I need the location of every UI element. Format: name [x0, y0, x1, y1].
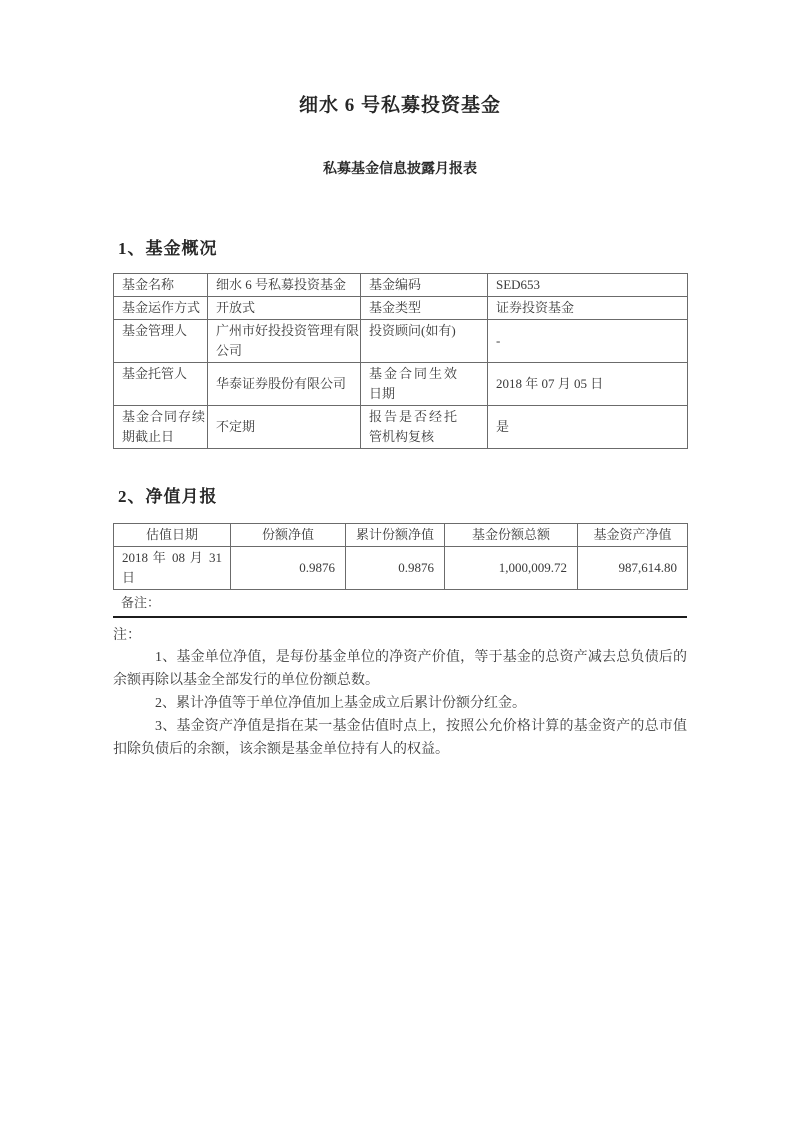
nav-monthly-table [113, 523, 688, 590]
label-cell: 投资顾问(如有) [361, 320, 488, 363]
nav-table-header-row [114, 524, 688, 547]
total-shares-cell: 1,000,009.72 [445, 547, 578, 590]
value-cell: 细水 6 号私募投资基金 [208, 274, 361, 297]
notes-label: 注： [113, 628, 141, 643]
overview-row-custodian [114, 363, 688, 406]
label-cell: 基金编码 [361, 274, 488, 297]
column-header: 估值日期 [114, 524, 231, 547]
section-1-heading: 1、基金概况 [118, 239, 218, 258]
value-cell: SED653 [488, 274, 688, 297]
value-cell: 广州市好投投资管理有限公司 [208, 320, 361, 363]
document-subtitle: 私募基金信息披露月报表 [323, 162, 477, 177]
value-cell: 是 [488, 406, 688, 449]
note-item-1: 1、基金单位净值，是每份基金单位的净资产价值，等于基金的总资产减去总负债后的余额再除以基金全部发行的单位份额总数。 [113, 650, 687, 688]
note-item-3: 3、基金资产净值是指在某一基金估值时点上，按照公允价格计算的基金资产的总市值扣除负债后的余额，该余额是基金单位持有人的权益。 [113, 719, 687, 757]
remark-label: 备注： [121, 595, 161, 610]
value-cell: 华泰证券股份有限公司 [208, 363, 361, 406]
nav-table-data-row [114, 547, 688, 590]
valuation-date-cell: 2018 年 08 月 31 日 [114, 547, 231, 590]
note-item-2: 2、累计净值等于单位净值加上基金成立后累计份额分红金。 [155, 696, 526, 711]
label-cell: 基金类型 [361, 297, 488, 320]
value-cell: 开放式 [208, 297, 361, 320]
value-cell: 证券投资基金 [488, 297, 688, 320]
overview-row-manager [114, 320, 688, 363]
overview-row-operation-mode [114, 297, 688, 320]
label-cell: 基金名称 [114, 274, 208, 297]
unit-nav-cell: 0.9876 [231, 547, 346, 590]
overview-row-contract-expiry [114, 406, 688, 449]
overview-row-fund-name [114, 274, 688, 297]
column-header: 份额净值 [231, 524, 346, 547]
column-header: 基金份额总额 [445, 524, 578, 547]
value-cell: 2018 年 07 月 05 日 [488, 363, 688, 406]
cumulative-nav-cell: 0.9876 [346, 547, 445, 590]
section-2-heading: 2、净值月报 [118, 487, 218, 506]
value-cell: 不定期 [208, 406, 361, 449]
column-header: 累计份额净值 [346, 524, 445, 547]
label-cell: 基金托管人 [114, 363, 208, 406]
label-cell: 基金合同存续期截止日 [114, 406, 208, 449]
label-cell: 基金运作方式 [114, 297, 208, 320]
net-assets-cell: 987,614.80 [578, 547, 688, 590]
column-header: 基金资产净值 [578, 524, 688, 547]
label-cell: 基金管理人 [114, 320, 208, 363]
divider-rule [113, 616, 687, 618]
fund-overview-table [113, 273, 688, 449]
label-cell: 基金合同生效日期 [361, 363, 488, 406]
label-cell: 报告是否经托管机构复核 [361, 406, 488, 449]
value-cell: - [488, 320, 688, 363]
document-title: 细水 6 号私募投资基金 [298, 95, 501, 116]
